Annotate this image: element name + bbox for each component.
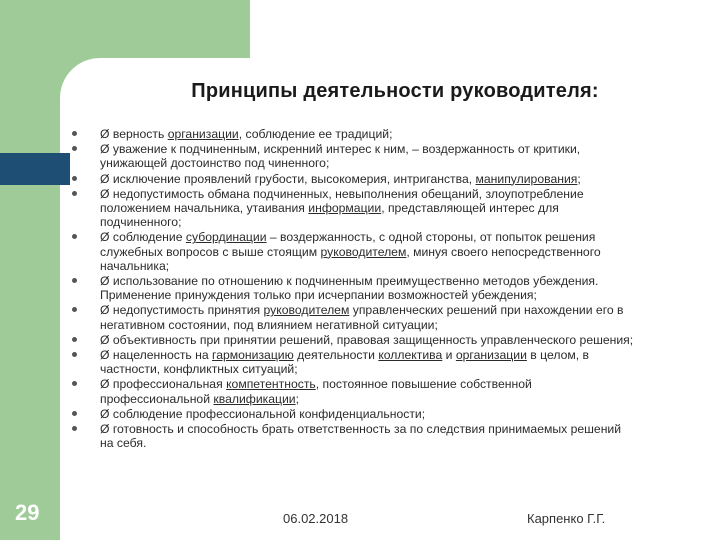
list-item: [72, 422, 717, 450]
hyperlink[interactable]: коллектива: [378, 348, 443, 363]
item-text: управленческих решений при нахождении его в: [349, 303, 624, 318]
hyperlink[interactable]: информации: [308, 201, 382, 216]
hyperlink[interactable]: организации: [167, 127, 239, 141]
bullet-icon: [72, 307, 77, 312]
bullet-icon: [72, 411, 77, 416]
item-text: Ø объективность при принятии решений, правовая защищенность управленческого решения;: [100, 332, 634, 347]
hyperlink[interactable]: квалификации: [213, 391, 296, 406]
item-text: ;: [577, 171, 581, 186]
principles-list: [72, 127, 717, 451]
item-text: , соблюдение ее традиций;: [238, 127, 393, 141]
hyperlink[interactable]: субординации: [185, 230, 267, 245]
slide-title: Принципы деятельности руководителя:: [191, 80, 599, 102]
item-text: Применение принуждения только при исчерпании возможностей убеждения;: [100, 288, 537, 303]
list-item: [72, 377, 717, 405]
list-item: [72, 274, 717, 302]
item-text: подчиненного;: [100, 215, 182, 230]
hyperlink[interactable]: организации: [455, 348, 527, 363]
item-text: частности, конфликтных ситуаций;: [100, 362, 298, 377]
footer-author: Карпенко Г.Г.: [527, 511, 606, 526]
bullet-icon: [72, 381, 77, 386]
item-text: профессиональной: [100, 391, 214, 406]
bullet-icon: [72, 131, 77, 136]
list-item: [72, 187, 717, 230]
item-text: , минуя своего непосредственного: [406, 244, 601, 259]
page-number: 29: [15, 500, 40, 525]
hyperlink[interactable]: манипулирования: [475, 171, 578, 186]
item-text: Ø нацеленность на: [100, 348, 213, 363]
list-item: [72, 407, 717, 421]
item-text: , представляющей интерес для: [381, 201, 559, 216]
item-text: Ø соблюдение профессиональной конфиденциальности;: [100, 406, 426, 421]
list-item: [72, 303, 717, 331]
hyperlink[interactable]: гармонизацию: [212, 348, 294, 363]
list-item: [72, 333, 717, 347]
item-text: на себя.: [100, 436, 147, 451]
item-text: ;: [295, 391, 299, 406]
item-text: , постоянное повышение собственной: [315, 377, 532, 392]
bullet-icon: [72, 426, 77, 431]
bullet-icon: [72, 352, 77, 357]
list-item: [72, 230, 717, 273]
footer-date: 06.02.2018: [283, 511, 349, 526]
item-text: Ø исключение проявлений грубости, высокомерия, интриганства,: [100, 171, 476, 186]
item-text: – воздержанность, с одной стороны, от попыток решения: [266, 230, 596, 245]
list-item: [72, 348, 717, 376]
list-item: [72, 172, 717, 186]
item-text: Ø соблюдение: [100, 230, 186, 245]
list-item: [72, 127, 717, 141]
item-text: Ø верность: [100, 127, 168, 141]
item-text: служебных вопросов с выше стоящим: [100, 244, 321, 259]
hyperlink[interactable]: руководителем: [263, 303, 350, 318]
item-text: Ø использование по отношению к подчиненным преимущественно методов убеждения.: [100, 274, 599, 289]
item-text: Ø профессиональная: [100, 377, 227, 392]
item-text: негативном состоянии, под влиянием негативной ситуации;: [100, 317, 438, 332]
bullet-icon: [72, 146, 77, 151]
bullet-icon: [72, 337, 77, 342]
accent-bar: [0, 153, 70, 185]
item-text: начальника;: [100, 258, 170, 273]
item-text: Ø уважение к подчиненным, искренний интерес к ним, – воздержанность от критики,: [100, 142, 581, 157]
hyperlink[interactable]: руководителем: [320, 244, 407, 259]
item-text: деятельности: [293, 348, 379, 363]
item-text: в целом, в: [526, 348, 590, 363]
bullet-icon: [72, 191, 77, 196]
item-text: унижающей достоинство под чиненного;: [100, 156, 330, 171]
item-text: Ø недопустимость принятия: [100, 303, 264, 318]
bullet-icon: [72, 278, 77, 283]
bullet-icon: [72, 234, 77, 239]
item-text: положением начальника, утаивания: [100, 201, 309, 216]
item-text: Ø готовность и способность брать ответственность за по следствия принимаемых решений: [100, 422, 622, 437]
list-item: [72, 142, 717, 170]
hyperlink[interactable]: компетентность: [226, 377, 316, 392]
item-text: Ø недопустимость обмана подчиненных, невыполнения обещаний, злоупотребление: [100, 186, 584, 201]
bullet-icon: [72, 176, 77, 181]
item-text: и: [442, 348, 456, 363]
